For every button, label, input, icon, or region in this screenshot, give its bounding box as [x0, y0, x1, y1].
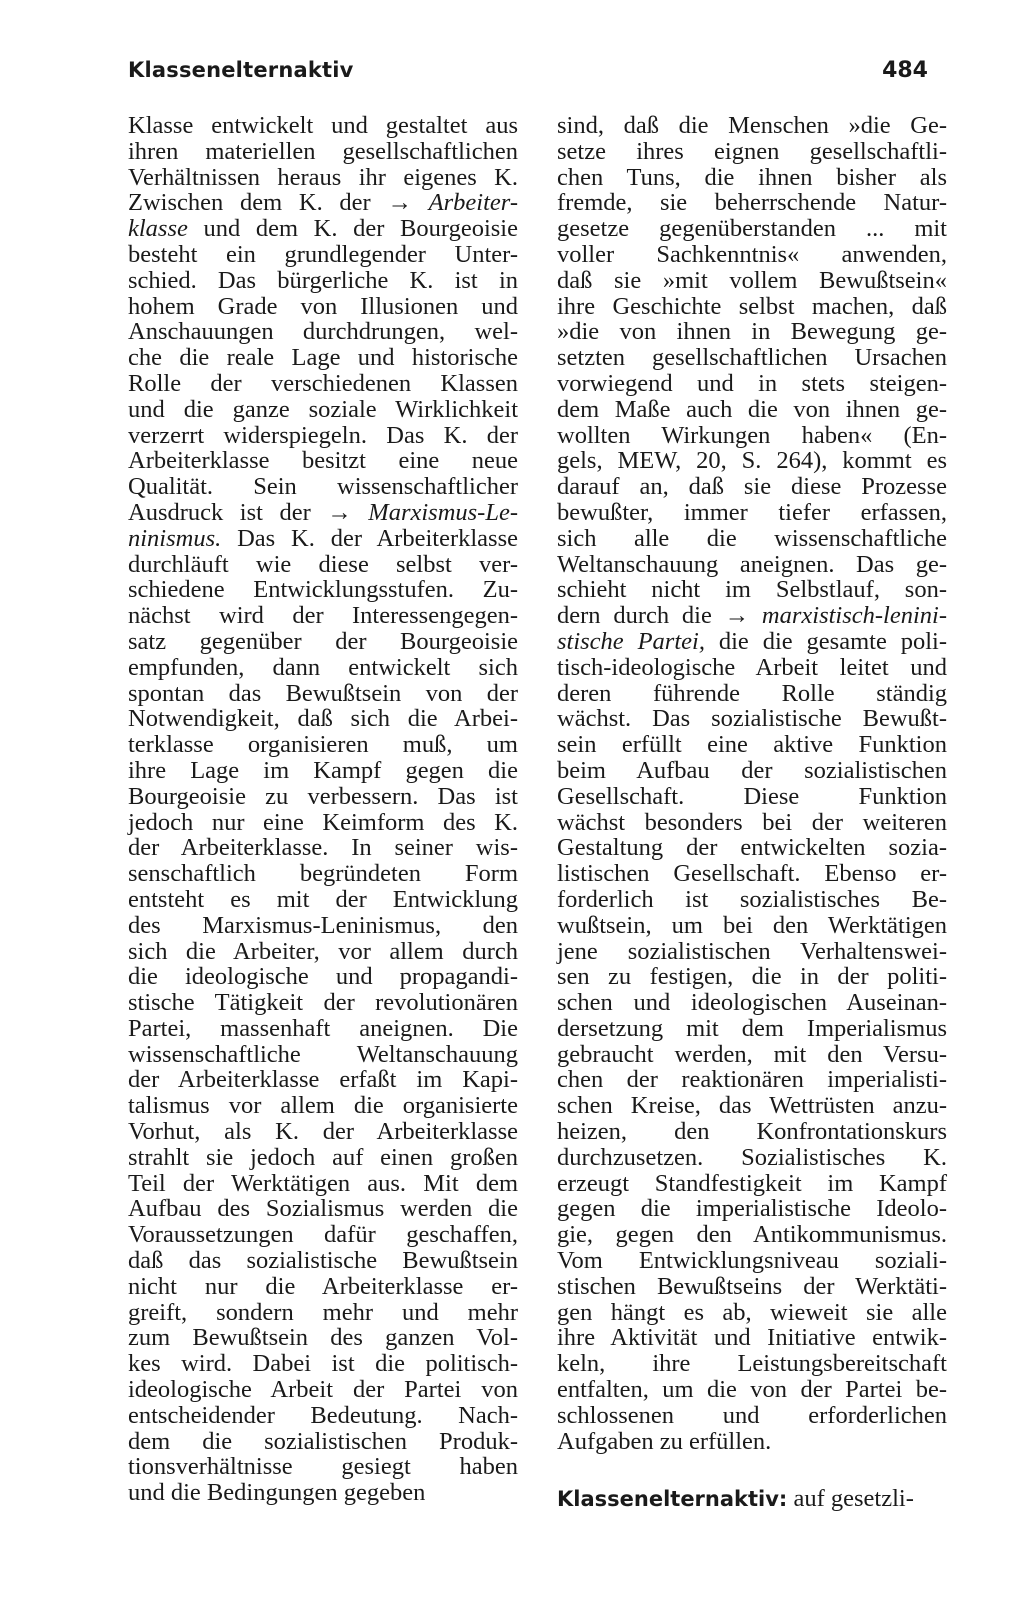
text-line: terklasse organisieren muß, um — [128, 731, 518, 759]
next-entry — [557, 1486, 947, 1512]
text-line: stischen Bewußtseins der Werktäti- — [557, 1272, 947, 1300]
text-line: ihre Geschichte selbst machen, daß — [557, 292, 947, 320]
text-line: Gesellschaft. Diese Funktion — [557, 782, 947, 810]
text-line: kes wird. Dabei ist die politisch- — [128, 1350, 518, 1378]
text-line: die ideologische und propagandi- — [128, 963, 518, 991]
text-line: zum Bewußtsein des ganzen Vol- — [128, 1324, 518, 1352]
text-line: chen Tuns, die ihnen bisher als — [557, 163, 947, 191]
text-line: che die reale Lage und historische — [128, 344, 518, 372]
text-line: gie, gegen den Antikommunismus. — [557, 1221, 947, 1249]
text-line: vorwiegend und in stets steigen- — [557, 369, 947, 397]
text-line: der Arbeiterklasse. In seiner wis- — [128, 834, 518, 862]
text-line: Teil der Werktätigen aus. Mit dem — [128, 1169, 518, 1197]
text-segment: Das K. der Arbeiterklasse — [221, 524, 518, 552]
text-line: ihre Lage im Kampf gegen die — [128, 756, 518, 784]
text-line: setzten gesellschaftlichen Ursachen — [557, 344, 947, 372]
text-line: entscheidender Bedeutung. Nach- — [128, 1401, 518, 1429]
text-line: schen Kreise, das Wettrüsten anzu- — [557, 1092, 947, 1120]
text-line: verzerrt widerspiegeln. Das K. der — [128, 421, 518, 449]
text-line: Notwendigkeit, daß sich die Arbei- — [128, 705, 518, 733]
text-line: forderlich ist sozialistisches Be- — [557, 885, 947, 913]
text-line: ideologische Arbeit der Partei von — [128, 1376, 518, 1404]
text-line: deren führende Rolle ständig — [557, 679, 947, 707]
text-line: Aufgaben zu erfüllen. — [557, 1427, 772, 1455]
text-line: sen zu festigen, die in der politi- — [557, 963, 947, 991]
text-line: jene sozialistischen Verhaltenswei- — [557, 937, 947, 965]
entry-text: auf gesetzli- — [787, 1485, 914, 1513]
text-line: ihren materiellen gesellschaftlichen — [128, 137, 518, 165]
text-line: greift, sondern mehr und mehr — [128, 1298, 518, 1326]
text-line: Weltanschauung aneignen. Das ge- — [557, 550, 947, 578]
text-line: dem die sozialistischen Produk- — [128, 1427, 518, 1455]
text-line: beim Aufbau der sozialistischen — [557, 756, 947, 784]
text-line: Qualität. Sein wissenschaftlicher — [128, 473, 518, 501]
text-line: schen und ideologischen Auseinan- — [557, 989, 947, 1017]
text-line: besteht ein grundlegender Unter- — [128, 240, 518, 268]
text-line: der Arbeiterklasse erfaßt im Kapi- — [128, 1066, 518, 1094]
text-line: Rolle der verschiedenen Klassen — [128, 369, 518, 397]
entry-headword: Klassenelternaktiv: — [557, 1487, 788, 1512]
text-line: wußtsein, um bei den Werktätigen — [557, 911, 947, 939]
text-line: stische Tätigkeit der revolutionären — [128, 989, 518, 1017]
text-line: heizen, den Konfrontationskurs — [557, 1118, 947, 1146]
text-line: fremde, sie beherrschende Natur- — [557, 189, 947, 217]
running-head: Klassenelternaktiv — [128, 58, 354, 82]
text-line: sind, daß die Menschen »die Ge- — [557, 112, 947, 139]
text-line: senschaftlich begründeten Form — [128, 860, 518, 888]
text-line: wollten Wirkungen haben« (En- — [557, 421, 947, 449]
text-line: jedoch nur eine Keimform des K. — [128, 808, 518, 836]
text-line: schiedene Entwicklungsstufen. Zu- — [128, 576, 518, 604]
text-line: und die Bedingungen gegeben — [128, 1479, 426, 1507]
text-line — [557, 629, 947, 655]
text-line: daß das sozialistische Bewußtsein — [128, 1247, 518, 1275]
text-line: nicht nur die Arbeiterklasse er- — [128, 1272, 518, 1300]
cross-reference: marxistisch-lenini- — [761, 602, 947, 630]
text-line: Aufbau des Sozialismus werden die — [128, 1195, 518, 1223]
text-line: entsteht es mit der Entwicklung — [128, 885, 518, 913]
entry-spacer — [557, 1454, 947, 1486]
text-line: gegen die imperialistische Ideolo- — [557, 1195, 947, 1223]
text-line — [557, 603, 947, 629]
text-segment: Zwischen dem K. der → — [128, 189, 429, 217]
text-line: darauf an, daß sie diese Prozesse — [557, 473, 947, 501]
text-line: durchzusetzen. Sozialistisches K. — [557, 1143, 947, 1171]
cross-reference: ninismus. — [128, 524, 222, 552]
text-line: dem Maße auch die von ihnen ge- — [557, 395, 947, 423]
text-line: bewußter, immer tiefer erfassen, — [557, 498, 947, 526]
text-line: gesetze gegenüberstanden ... mit — [557, 215, 947, 243]
text-line: wächst. Das sozialistische Bewußt- — [557, 705, 947, 733]
text-line: Verhältnissen heraus ihr eigenes K. — [128, 163, 518, 191]
text-line: tisch-ideologische Arbeit leitet und — [557, 653, 947, 681]
page-number: 484 — [882, 58, 928, 83]
text-line: Voraussetzungen dafür geschaffen, — [128, 1221, 518, 1249]
text-line — [128, 526, 518, 552]
text-line: entfalten, um die von der Partei be- — [557, 1376, 947, 1404]
text-line: gels, MEW, 20, S. 264), kommt es — [557, 447, 947, 475]
text-line: nächst wird der Interessengegen- — [128, 602, 518, 630]
text-line: Bourgeoisie zu verbessern. Das ist — [128, 782, 518, 810]
text-line: satz gegenüber der Bourgeoisie — [128, 627, 518, 655]
text-line: Klasse entwickelt und gestaltet aus — [128, 112, 518, 139]
text-line: spontan das Bewußtsein von der — [128, 679, 518, 707]
left-column — [128, 113, 518, 1506]
text-line: sein erfüllt eine aktive Funktion — [557, 731, 947, 759]
text-line: durchläuft wie diese selbst ver- — [128, 550, 518, 578]
text-line: Gestaltung der entwickelten sozia- — [557, 834, 947, 862]
text-line: talismus vor allem die organisierte — [128, 1092, 518, 1120]
text-line: schlossenen und erforderlichen — [557, 1401, 947, 1429]
text-line: schied. Das bürgerliche K. ist in — [128, 266, 518, 294]
text-line: Vorhut, als K. der Arbeiterklasse — [128, 1118, 518, 1146]
text-line: empfunden, dann entwickelt sich — [128, 653, 518, 681]
text-line: chen der reaktionären imperialisti- — [557, 1066, 947, 1094]
text-line: Partei, massenhaft aneignen. Die — [128, 1014, 518, 1042]
text-line: keln, ihre Leistungsbereitschaft — [557, 1350, 947, 1378]
text-line — [128, 216, 518, 242]
text-line: tionsverhältnisse gesiegt haben — [128, 1453, 518, 1481]
text-line: listischen Gesellschaft. Ebenso er- — [557, 860, 947, 888]
text-line: strahlt sie jedoch auf einen großen — [128, 1143, 518, 1171]
text-line: Arbeiterklasse besitzt eine neue — [128, 447, 518, 475]
text-line: Anschauungen durchdrungen, wel- — [128, 318, 518, 346]
text-line: dersetzung mit dem Imperialismus — [557, 1014, 947, 1042]
text-line: wächst besonders bei der weiteren — [557, 808, 947, 836]
text-line: des Marxismus-Leninismus, den — [128, 911, 518, 939]
cross-reference: klasse — [128, 215, 188, 243]
text-line: Vom Entwicklungsniveau soziali- — [557, 1247, 947, 1275]
text-line: und die ganze soziale Wirklichkeit — [128, 395, 518, 423]
text-line: erzeugt Standfestigkeit im Kampf — [557, 1169, 947, 1197]
text-line: ihre Aktivität und Initiative entwik- — [557, 1324, 947, 1352]
text-line: hohem Grade von Illusionen und — [128, 292, 518, 320]
text-segment: dern durch die → — [557, 602, 762, 630]
text-segment: Ausdruck ist der → — [128, 498, 369, 526]
text-line: gebraucht werden, mit den Versu- — [557, 1040, 947, 1068]
cross-reference: Marxismus-Le- — [368, 498, 518, 526]
text-line: schieht nicht im Selbstlauf, son- — [557, 576, 947, 604]
text-segment: und dem K. der Bourgeoisie — [187, 215, 518, 243]
text-line — [128, 500, 518, 526]
text-line: setze ihres eignen gesellschaftli- — [557, 137, 947, 165]
text-line: daß sie »mit vollem Bewußtsein« — [557, 266, 947, 294]
page-header — [128, 58, 928, 94]
text-line — [128, 190, 518, 216]
text-segment: die die gesamte poli- — [704, 627, 948, 655]
cross-reference: Arbeiter- — [428, 189, 518, 217]
right-column — [557, 113, 947, 1512]
text-line: sich die Arbeiter, vor allem durch — [128, 937, 518, 965]
text-line: wissenschaftliche Weltanschauung — [128, 1040, 518, 1068]
text-line: gen hängt es ab, wieweit sie alle — [557, 1298, 947, 1326]
cross-reference: stische Partei, — [557, 627, 705, 655]
text-line: sich alle die wissenschaftliche — [557, 524, 947, 552]
text-line: »die von ihnen in Bewegung ge- — [557, 318, 947, 346]
text-line: voller Sachkenntnis« anwenden, — [557, 240, 947, 268]
